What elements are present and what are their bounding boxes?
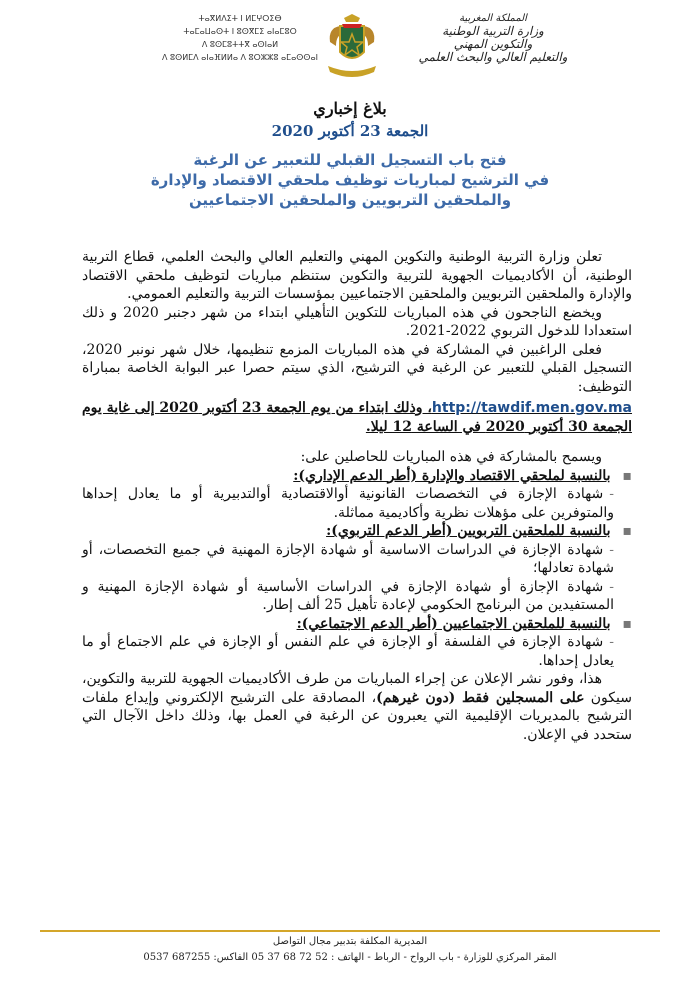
bullet-icon: ▪ bbox=[622, 523, 632, 539]
requirement-item: -شهادة الإجازة في الفلسفة أو الإجازة في علم النفس أو الإجازة في علم الاجتماع أو ما يعادل إحداها. bbox=[82, 634, 614, 669]
dash-icon: - bbox=[609, 634, 614, 650]
section-economy-administration bbox=[82, 467, 632, 486]
section-title: بالنسبة للملحقين الاجتماعيين (أطر الدعم الاجتماعي): bbox=[296, 615, 611, 632]
document-title-block bbox=[0, 98, 700, 210]
dash-icon: - bbox=[609, 578, 614, 595]
footer bbox=[0, 934, 700, 966]
footer-directorate: المديرية المكلفة بتدبير مجال التواصل bbox=[272, 936, 428, 947]
paragraph-registration: فعلى الراغبين في المشاركة في هذه المباريات المزمع تنظيمها، خلال شهر نونبر 2020، التسجيل القبلي للتعبير عن الرغبة في الترشيح، الذي سيتم حصرا عبر البوابة الخاصة بمباراة التوظيف: bbox=[82, 341, 632, 395]
subject-line-2: في الترشيح لمباريات توظيف ملحقي الاقتصاد والإدارة bbox=[150, 171, 550, 189]
paragraph-training: ويخضع الناجحون في هذه المباريات للتكوين التأهيلي ابتداء من شهر دجنبر 2020 و ذلك استعدادا للدخول التربوي 2022-2021. bbox=[82, 304, 632, 339]
requirement-item: -شهادة الإجازة في الدراسات الاساسية أو شهادة الإجازة المهنية في جميع التخصصات، أو شهادة تعادلها؛ bbox=[82, 541, 614, 576]
dash-icon: - bbox=[609, 541, 614, 558]
requirement-item: -شهادة الإجازة أو شهادة الإجازة في الدراسات الأساسية أو شهادة الإجازة المهنية و المستفيدين من البرنامج الحكومي لإعادة تأهيل 25 ألف إطار. bbox=[82, 578, 614, 613]
footer-address: المقر المركزي للوزارة - باب الرواح - الرباط - الهاتف : 52 72 68 37 05 الفاكس: 687255 0537 bbox=[143, 952, 557, 963]
letterhead bbox=[0, 0, 700, 100]
registration-period bbox=[82, 399, 632, 436]
section-educational bbox=[82, 522, 632, 541]
registered-only-emphasis: على المسجلين فقط (دون غيرهم) bbox=[376, 689, 585, 706]
footer-divider bbox=[40, 930, 660, 932]
document-type-label: بلاغ إخباري bbox=[313, 99, 387, 118]
section-social bbox=[82, 615, 632, 634]
eligibility-intro: ويسمح بالمشاركة في هذه المباريات للحاصلين على: bbox=[300, 449, 602, 465]
subject-line-3: والملحقين التربويين والملحقين الاجتماعيين bbox=[188, 191, 512, 209]
section-title: بالنسبة لملحقي الاقتصاد والإدارة (أطر الدعم الإداري): bbox=[293, 467, 611, 484]
announcement-body bbox=[82, 248, 632, 744]
tawdif-portal-link[interactable]: http://tawdif.men.gov.ma bbox=[431, 400, 633, 416]
ministry-name-arabic: المملكة المغربية وزارة التربية الوطنية والتكوين المهني والتعليم العالي والبحث العلمي bbox=[418, 13, 568, 64]
section-title: بالنسبة للملحقين التربويين (أطر الدعم التربوي): bbox=[326, 523, 611, 539]
bullet-icon: ▪ bbox=[622, 467, 632, 484]
requirement-item: -شهادة الإجازة في التخصصات القانونية أوالاقتصادية أوالتدبيرية أو ما يعادل إحداها والمتوفرين على مؤهلات نظرية وأكاديمية مماثلة. bbox=[82, 486, 615, 521]
tifinagh-ministry-name: ⵜⴰⴳⵍⴷⵉⵜ ⵏ ⵍⵎⵖⵔⵉⴱ ⵜⴰⵎⴰⵡⴰⵙⵜ ⵏ ⵓⵙⴳⵎⵉ ⴰⵏⴰⵎⵓⵔ ⴷ ⵓⵙⵎⵓⵜⵜⴳ ⴰⵙⵏⴰⵍ ⴷ ⵓⵙⵍⵎⴷ ⴰⵏⴰⴼⵍⵍⴰ ⴷ ⵓⵔⵣⵣⵓ ⴰⵎⴰⵙⵙⴰⵏ bbox=[162, 14, 318, 62]
bullet-icon: ▪ bbox=[622, 615, 632, 632]
registration-period-text: ، وذلك ابتداء من يوم الجمعة 23 أكتوبر 2020 إلى غاية يوم الجمعة 30 أكتوبر 2020 في الساعة 12 ليلا. bbox=[82, 400, 632, 435]
closing-paragraph: هذا، وفور نشر الإعلان عن إجراء المباريات من طرف الأكاديميات الجهوية للتربية والتكوين، سيكون على المسجلين فقط (دون غيرهم)، المصادقة على الترشيح الإلكتروني وإيداع ملفات الترشيح بالمديريات الإقليمية التي يعبرون عن الرغبة في العمل بها، وذلك داخل الآجال التي ستحدد في الإعلان. bbox=[82, 671, 632, 743]
dash-icon: - bbox=[609, 486, 615, 502]
moroccan-coat-of-arms-icon bbox=[322, 12, 382, 84]
document-date: الجمعة 23 أكتوبر 2020 bbox=[271, 122, 429, 140]
paragraph-intro: تعلن وزارة التربية الوطنية والتكوين المهني والتعليم العالي والبحث العلمي، قطاع التربية الوطنية، أن الأكاديميات الجهوية للتربية والتكوين ستنظم مباريات لتوظيف ملحقي الاقتصاد والإدارة والملحقين التربويين والملحقين الاجتماعيين بمؤسسات التربية والتعليم العمومي. bbox=[82, 249, 632, 302]
subject-line-1: فتح باب التسجيل القبلي للتعبير عن الرغبة bbox=[193, 151, 507, 169]
